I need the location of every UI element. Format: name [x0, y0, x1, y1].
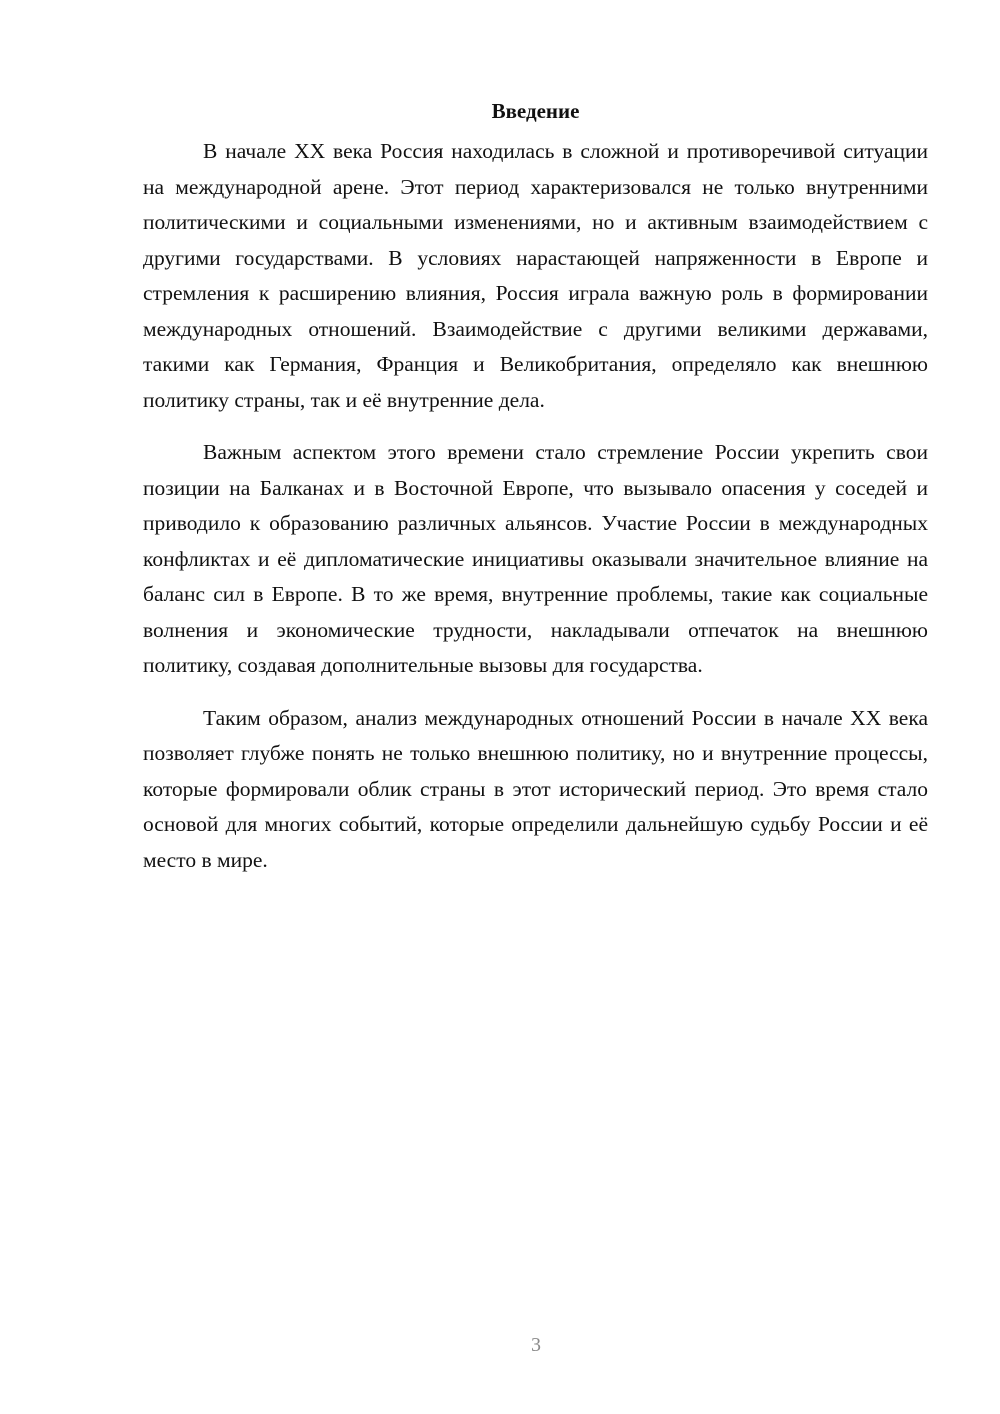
page-content: [143, 96, 928, 895]
page-number: 3: [531, 1334, 541, 1356]
paragraph-1: В начале XX века Россия находилась в сложной и противоречивой ситуации на международной арене. Этот период характеризовался не только внутренними политическими и социальными изменениями, но и активным взаимодействием с другими государствами. В условиях нарастающей напряженности в Европе и стремления к расширению влияния, Россия играла важную роль в формировании международных отношений. Взаимодействие с другими великими державами, такими как Германия, Франция и Великобритания, определяло как внешнюю политику страны, так и её внутренние дела.: [143, 139, 928, 412]
paragraph-2: Важным аспектом этого времени стало стремление России укрепить свои позиции на Балканах и в Восточной Европе, что вызывало опасения у соседей и приводило к образованию различных альянсов. Участие России в международных конфликтах и её дипломатические инициативы оказывали значительное влияние на баланс сил в Европе. В то же время, внутренние проблемы, такие как социальные волнения и экономические трудности, накладывали отпечаток на внешнюю политику, создавая дополнительные вызовы для государства.: [143, 440, 928, 677]
paragraph-3: Таким образом, анализ международных отношений России в начале XX века позволяет глубже понять не только внешнюю политику, но и внутренние процессы, которые формировали облик страны в этот исторический период. Это время стало основой для многих событий, которые определили дальнейшую судьбу России и её место в мире.: [143, 705, 928, 872]
section-heading: Введение: [491, 99, 580, 123]
